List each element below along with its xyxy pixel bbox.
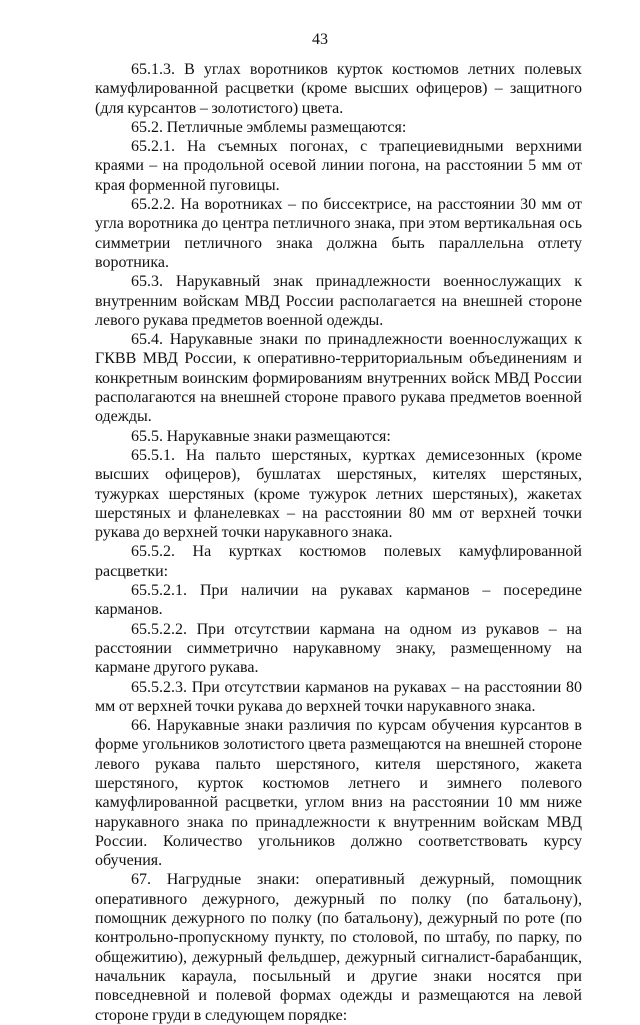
paragraph-65-2: 65.2. Петличные эмблемы размещаются: <box>131 118 407 136</box>
page-number: 43 <box>312 31 328 48</box>
paragraph-65-3: 65.3. Нарукавный знак принадлежности военнослужащих к внутренним войскам МВД России располагается на внешней стороне левого рукава предметов военной одежды. <box>95 273 582 329</box>
paragraph-65-5-2-3: 65.5.2.3. При отсутствии карманов на рукавах – на расстоянии 80 мм от верхней точки рукава до верхней точки нарукавного знака. <box>95 678 582 715</box>
paragraph-66: 66. Нарукавные знаки различия по курсам обучения курсантов в форме угольников золотистого цвета размещаются на внешней стороне левого рукава пальто шерстяного, кителя шерстяного, жакета шерстяного, курток костюмов летнего и зимнего полевого камуфлированной расцветки, углом вниз на расстоянии 10 мм ниже нарукавного знака по принадлежности к внутренним войскам МВД России. Количество угольников должно соответствовать курсу обучения. <box>95 717 582 870</box>
document-body <box>95 60 582 1025</box>
paragraph-67: 67. Нагрудные знаки: оперативный дежурный, помощник оперативного дежурного, дежурный по полку (по батальону), помощник дежурного по полку (по батальону), дежурный по роте (по контрольно-пропускному пункту, по столовой, по штабу, по парку, по общежитию), дежурный фельдшер, дежурный сигналист-барабанщик, начальник караула, посыльный и другие знаки носятся при повседневной и полевой формах одежды и размещаются на левой стороне груди в следующем порядке: <box>95 871 582 1024</box>
paragraph-65-5-2-2: 65.5.2.2. При отсутствии кармана на одном из рукавов – на расстоянии симметрично нарукавному знаку, размещенному на кармане другого рукава. <box>95 620 582 677</box>
paragraph-65-5-2-1: 65.5.2.1. При наличии на рукавах карманов – посередине карманов. <box>95 582 582 619</box>
paragraph-65-2-1: 65.2.1. На съемных погонах, с трапециевидными верхними краями – на продольной осевой линии погона, на расстоянии 5 мм от края форменной пуговицы. <box>95 138 582 194</box>
paragraph-65-4: 65.4. Нарукавные знаки по принадлежности военнослужащих к ГКВВ МВД России, к оперативно-территориальным объединениям и конкретным воинским формированиям внутренних войск МВД России располагаются на внешней стороне правого рукава предметов военной одежды. <box>95 331 582 426</box>
paragraph-65-1-3: 65.1.3. В углах воротников курток костюмов летних полевых камуфлированной расцветки (кроме высших офицеров) – защитного (для курсантов – золотистого) цвета. <box>95 61 582 117</box>
paragraph-65-2-2: 65.2.2. На воротниках – по биссектрисе, на расстоянии 30 мм от угла воротника до центра петличного знака, при этом вертикальная ось симметрии петличного знака должна быть параллельна отлету воротника. <box>95 196 582 271</box>
paragraph-65-5-2: 65.5.2. На куртках костюмов полевых камуфлированной расцветки: <box>95 543 582 580</box>
paragraph-65-5: 65.5. Нарукавные знаки размещаются: <box>131 427 391 445</box>
paragraph-65-5-1: 65.5.1. На пальто шерстяных, куртках демисезонных (кроме высших офицеров), бушлатах шерстяных, кителях шерстяных, тужурках шерстяных (кроме тужурок летних шерстяных), жакетах шерстяных и фланелевках – на расстоянии 80 мм от верхней точки рукава до верхней точки нарукавного знака. <box>95 446 582 542</box>
